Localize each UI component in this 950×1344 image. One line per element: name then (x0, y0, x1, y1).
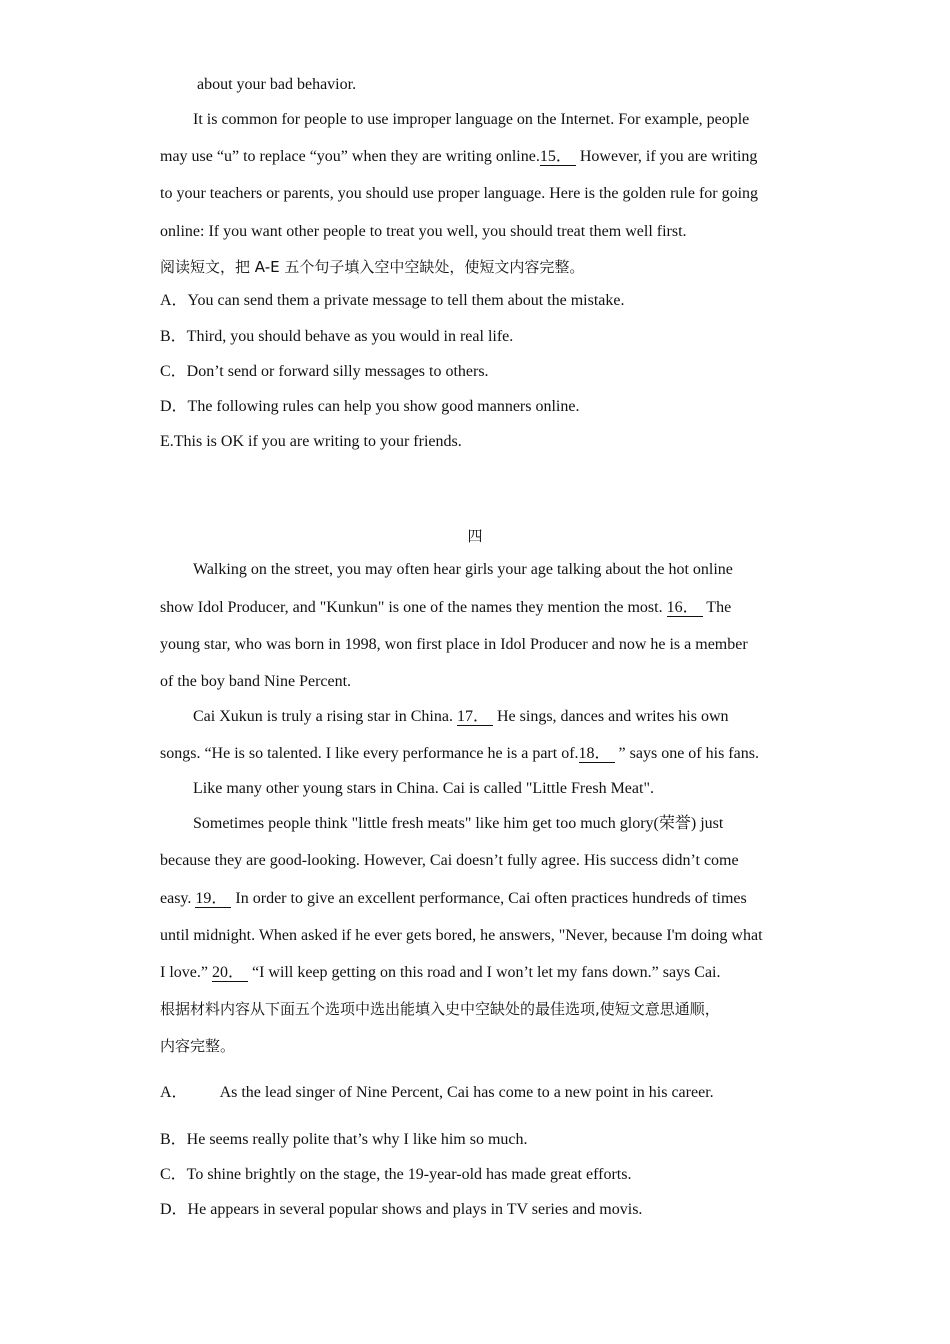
option-item: C．Don’t send or forward silly messages to others. (160, 363, 489, 380)
paragraph-line: about your bad behavior. (197, 76, 357, 93)
option-item: A．You can send them a private message to tell them about the mistake. (160, 292, 625, 309)
paragraph-line: to your teachers or parents, you should use proper language. Here is the golden rule for going (160, 185, 759, 202)
text-run: However, if you are writing (575, 148, 758, 165)
text-run: may use “u” to replace “you” when they are writing online. (160, 148, 540, 165)
option-item: C．To shine brightly on the stage, the 19-year-old has made great efforts. (160, 1166, 632, 1183)
paragraph-line: Sometimes people think "little fresh meats" like him get too much glory(荣誉) just (193, 815, 724, 832)
answer-blank-19[interactable]: 19． (195, 891, 231, 908)
option-item: B．He seems really polite that’s why I like him so much. (160, 1131, 528, 1148)
text-run: songs. “He is so talented. I like every performance he is a part of. (160, 745, 579, 762)
answer-blank-18[interactable]: 18． (579, 746, 615, 763)
answer-blank-15[interactable]: 15． (540, 149, 576, 166)
option-item: E.This is OK if you are writing to your friends. (160, 433, 462, 450)
paragraph-line (193, 707, 729, 727)
option-item: D．The following rules can help you show good manners online. (160, 398, 580, 415)
answer-blank-16[interactable]: 16． (667, 600, 703, 617)
paragraph-line: of the boy band Nine Percent. (160, 673, 352, 690)
option-label: A． (160, 1084, 188, 1101)
option-item (160, 1083, 714, 1103)
text-run: show Idol Producer, and "Kunkun" is one of the names they mention the most. (160, 599, 667, 616)
option-item: B．Third, you should behave as you would in real life. (160, 328, 514, 345)
section-heading: 四 (467, 527, 483, 545)
paragraph-line: young star, who was born in 1998, won first place in Idol Producer and now he is a member (160, 636, 748, 653)
answer-blank-17[interactable]: 17． (457, 709, 493, 726)
text-run: Cai Xukun is truly a rising star in China. (193, 708, 457, 725)
text-run: easy. (160, 890, 196, 907)
instruction-text: 阅读短文，把 A-E 五个句子填入空中空缺处，使短文内容完整。 (160, 258, 585, 276)
paragraph-line: because they are good-looking. However, Cai doesn’t fully agree. His success didn’t come (160, 852, 739, 869)
paragraph-line: online: If you want other people to treat you well, you should treat them well first. (160, 223, 687, 240)
paragraph-line (160, 598, 731, 618)
paragraph-line (160, 963, 721, 983)
answer-blank-20[interactable]: 20． (212, 965, 248, 982)
paragraph-line (160, 744, 759, 764)
paragraph-line (160, 889, 747, 909)
text-run: In order to give an excellent performance, Cai often practices hundreds of times (231, 890, 747, 907)
instruction-text: 内容完整。 (160, 1037, 236, 1055)
instruction-text: 根据材料内容从下面五个选项中选出能填入史中空缺处的最佳选项,使短文意思通顺， (160, 1000, 720, 1018)
text-run: “I will keep getting on this road and I won’t let my fans down.” says Cai. (248, 964, 721, 981)
option-item: D．He appears in several popular shows and plays in TV series and movis. (160, 1201, 643, 1218)
paragraph-line: until midnight. When asked if he ever gets bored, he answers, "Never, because I'm doing what (160, 927, 763, 944)
text-run: ” says one of his fans. (614, 745, 759, 762)
text-run: I love.” (160, 964, 212, 981)
text-run: The (702, 599, 732, 616)
paragraph-line: Like many other young stars in China. Cai is called "Little Fresh Meat". (193, 780, 654, 797)
paragraph-line: It is common for people to use improper language on the Internet. For example, people (193, 111, 750, 128)
text-run: He sings, dances and writes his own (493, 708, 729, 725)
paragraph-line: Walking on the street, you may often hear girls your age talking about the hot online (193, 561, 733, 578)
paragraph-line (160, 147, 757, 167)
option-text: As the lead singer of Nine Percent, Cai has come to a new point in his career. (219, 1084, 714, 1101)
